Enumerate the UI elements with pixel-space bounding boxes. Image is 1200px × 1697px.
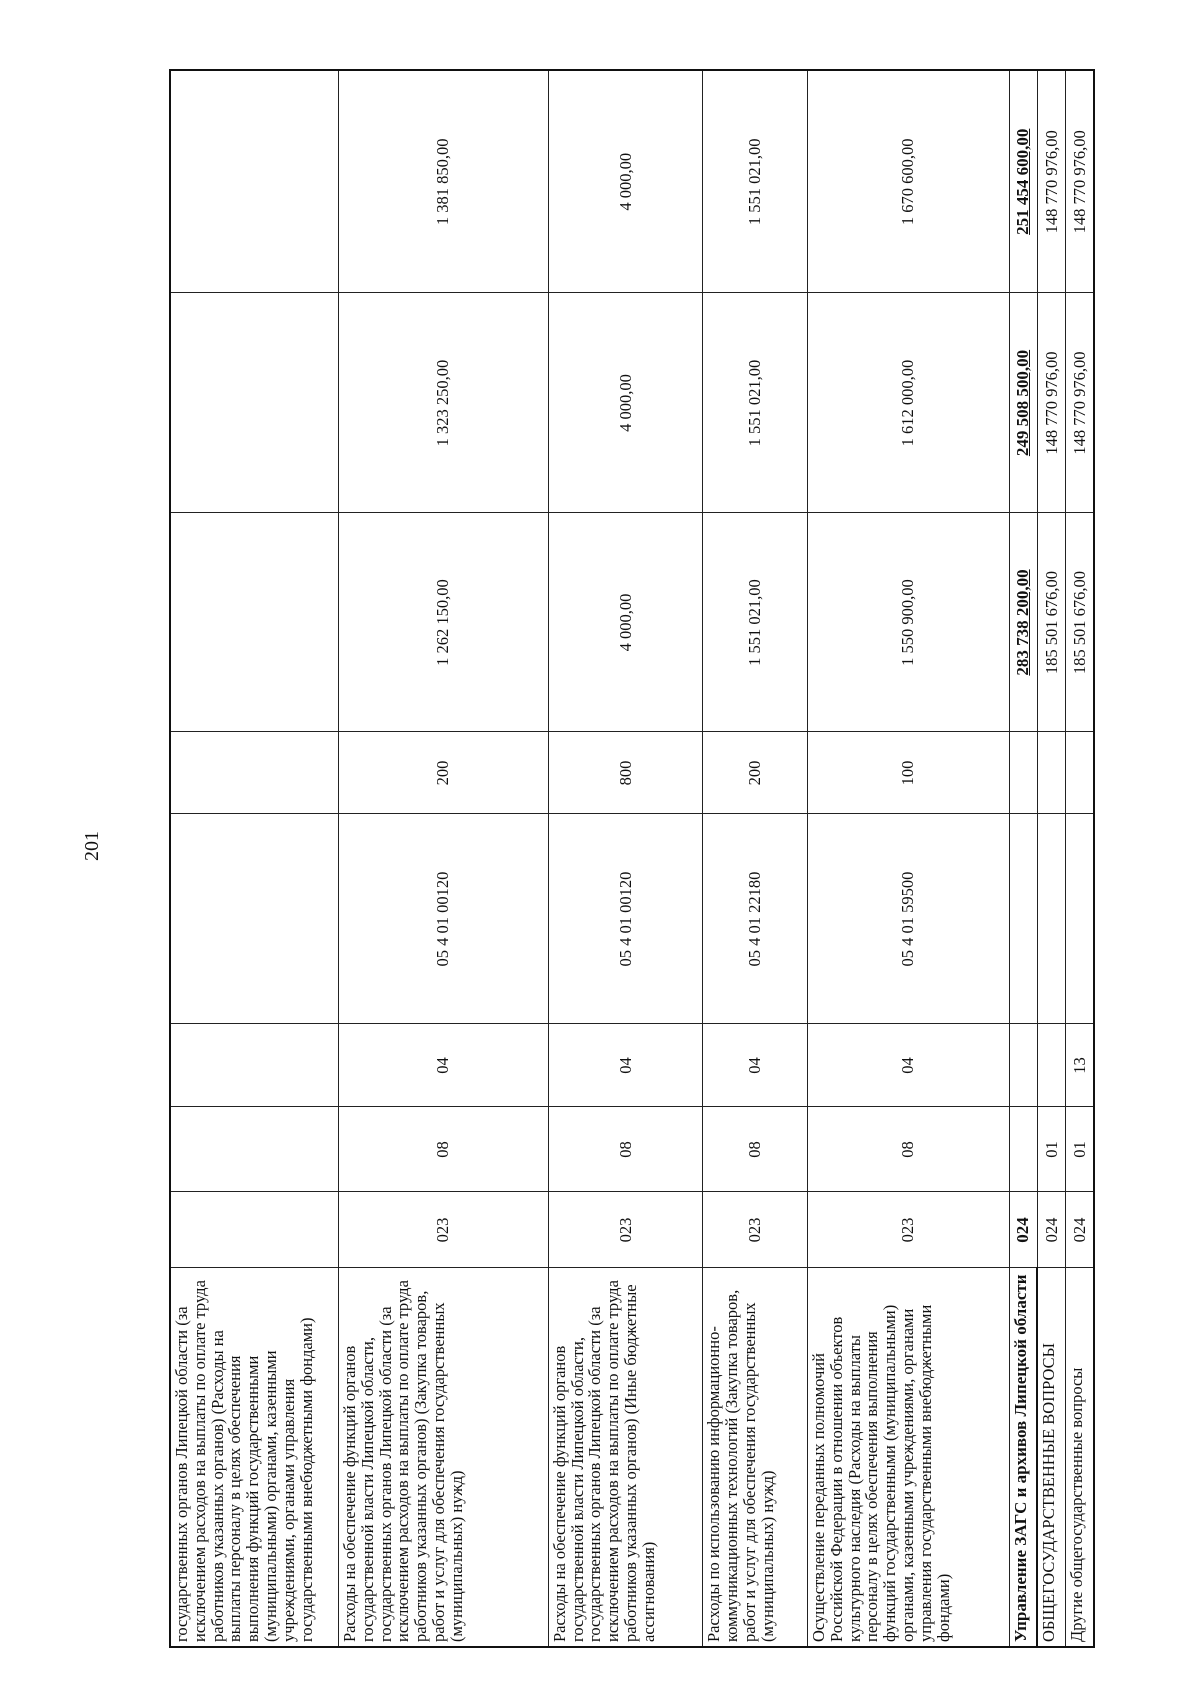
vr-cell: 100 bbox=[808, 732, 1010, 814]
pr-cell: 04 bbox=[338, 1024, 548, 1107]
amount-year3: 4 000,00 bbox=[548, 70, 702, 293]
amount-year1 bbox=[170, 513, 338, 732]
amount-year2: 249 508 500,00 bbox=[1009, 293, 1037, 513]
amount-year2: 148 770 976,00 bbox=[1037, 293, 1065, 513]
rz-cell: 01 bbox=[1066, 1107, 1094, 1192]
vr-cell bbox=[1037, 732, 1065, 814]
rz-cell bbox=[170, 1107, 338, 1192]
rz-cell bbox=[1009, 1107, 1037, 1192]
ved-cell: 023 bbox=[703, 1192, 808, 1268]
vr-cell bbox=[1009, 732, 1037, 814]
row-name: Другие общегосударственные вопросы bbox=[1066, 1268, 1094, 1647]
row-name: Расходы на обеспечение функций органов государственной власти Липецкой области, государственных органов Липецкой области (за исключением расходов на выплаты по оплате труда работников указанных органов) (Закупка товаров, работ и услуг для обеспечения государственных (муниципальных) нужд) bbox=[338, 1268, 548, 1647]
pr-cell bbox=[1037, 1024, 1065, 1107]
rz-cell: 01 bbox=[1037, 1107, 1065, 1192]
vr-cell: 800 bbox=[548, 732, 702, 814]
csr-cell bbox=[1066, 814, 1094, 1024]
table-row bbox=[170, 70, 338, 1647]
rz-cell: 08 bbox=[548, 1107, 702, 1192]
amount-year2: 1 323 250,00 bbox=[338, 293, 548, 513]
rz-cell: 08 bbox=[338, 1107, 548, 1192]
ved-cell: 023 bbox=[808, 1192, 1010, 1268]
vr-cell: 200 bbox=[338, 732, 548, 814]
row-name: Осуществление переданных полномочий Российской Федерации в отношении объектов культурного наследия (Расходы на выплаты персоналу в целях обеспечения выполнения функций государственными (муниципальными) органами, казенными учреждениями, органами управления государственными внебюджетными фондами) bbox=[808, 1268, 1010, 1647]
table-row-total bbox=[1009, 70, 1037, 1647]
vr-cell bbox=[1066, 732, 1094, 814]
amount-year1: 1 262 150,00 bbox=[338, 513, 548, 732]
csr-cell: 05 4 01 00120 bbox=[548, 814, 702, 1024]
vr-cell bbox=[170, 732, 338, 814]
amount-year3: 148 770 976,00 bbox=[1066, 70, 1094, 293]
table-row bbox=[548, 70, 702, 1647]
csr-cell: 05 4 01 22180 bbox=[703, 814, 808, 1024]
amount-year1: 1 551 021,00 bbox=[703, 513, 808, 732]
vr-cell: 200 bbox=[703, 732, 808, 814]
ved-cell bbox=[170, 1192, 338, 1268]
table-row bbox=[1066, 70, 1094, 1647]
rotated-table-wrapper bbox=[169, 71, 1095, 1648]
ved-cell: 024 bbox=[1066, 1192, 1094, 1268]
csr-cell bbox=[170, 814, 338, 1024]
amount-year3: 1 381 850,00 bbox=[338, 70, 548, 293]
amount-year3 bbox=[170, 70, 338, 293]
amount-year3: 1 551 021,00 bbox=[703, 70, 808, 293]
budget-table bbox=[169, 69, 1095, 1648]
row-name: Расходы на обеспечение функций органов государственной власти Липецкой области, государственных органов Липецкой области (за исключением расходов на выплаты по оплате труда работников указанных органов) (Иные бюджетные ассигнования) bbox=[548, 1268, 702, 1647]
table-row bbox=[1037, 70, 1065, 1647]
table-row bbox=[338, 70, 548, 1647]
amount-year3: 1 670 600,00 bbox=[808, 70, 1010, 293]
amount-year2: 1 612 000,00 bbox=[808, 293, 1010, 513]
table-row bbox=[808, 70, 1010, 1647]
amount-year2: 148 770 976,00 bbox=[1066, 293, 1094, 513]
pr-cell: 13 bbox=[1066, 1024, 1094, 1107]
row-name: государственных органов Липецкой области (за исключением расходов на выплаты по оплате труда работников указанных органов) (Расходы на выплаты персоналу в целях обеспечения выполнения функций государственными (муниципальными) органами, казенными учреждениями, органами управления государственными внебюджетными фондами) bbox=[170, 1268, 338, 1647]
ved-cell: 023 bbox=[548, 1192, 702, 1268]
rz-cell: 08 bbox=[808, 1107, 1010, 1192]
row-name: Управление ЗАГС и архивов Липецкой области bbox=[1009, 1268, 1037, 1647]
csr-cell: 05 4 01 59500 bbox=[808, 814, 1010, 1024]
pr-cell bbox=[170, 1024, 338, 1107]
pr-cell: 04 bbox=[703, 1024, 808, 1107]
pr-cell: 04 bbox=[808, 1024, 1010, 1107]
csr-cell bbox=[1037, 814, 1065, 1024]
row-name: Расходы по использованию информационно-коммуникационных технологий (Закупка товаров, работ и услуг для обеспечения государственных (муниципальных) нужд) bbox=[703, 1268, 808, 1647]
page-number: 201 bbox=[81, 831, 103, 861]
pr-cell bbox=[1009, 1024, 1037, 1107]
amount-year3: 251 454 600,00 bbox=[1009, 70, 1037, 293]
amount-year3: 148 770 976,00 bbox=[1037, 70, 1065, 293]
amount-year2: 4 000,00 bbox=[548, 293, 702, 513]
amount-year2: 1 551 021,00 bbox=[703, 293, 808, 513]
row-name: ОБЩЕГОСУДАРСТВЕННЫЕ ВОПРОСЫ bbox=[1037, 1268, 1065, 1647]
amount-year2 bbox=[170, 293, 338, 513]
pr-cell: 04 bbox=[548, 1024, 702, 1107]
rz-cell: 08 bbox=[703, 1107, 808, 1192]
csr-cell: 05 4 01 00120 bbox=[338, 814, 548, 1024]
ved-cell: 024 bbox=[1009, 1192, 1037, 1268]
ved-cell: 024 bbox=[1037, 1192, 1065, 1268]
amount-year1: 185 501 676,00 bbox=[1037, 513, 1065, 732]
table-row bbox=[703, 70, 808, 1647]
amount-year1: 283 738 200,00 bbox=[1009, 513, 1037, 732]
csr-cell bbox=[1009, 814, 1037, 1024]
amount-year1: 4 000,00 bbox=[548, 513, 702, 732]
amount-year1: 185 501 676,00 bbox=[1066, 513, 1094, 732]
amount-year1: 1 550 900,00 bbox=[808, 513, 1010, 732]
ved-cell: 023 bbox=[338, 1192, 548, 1268]
